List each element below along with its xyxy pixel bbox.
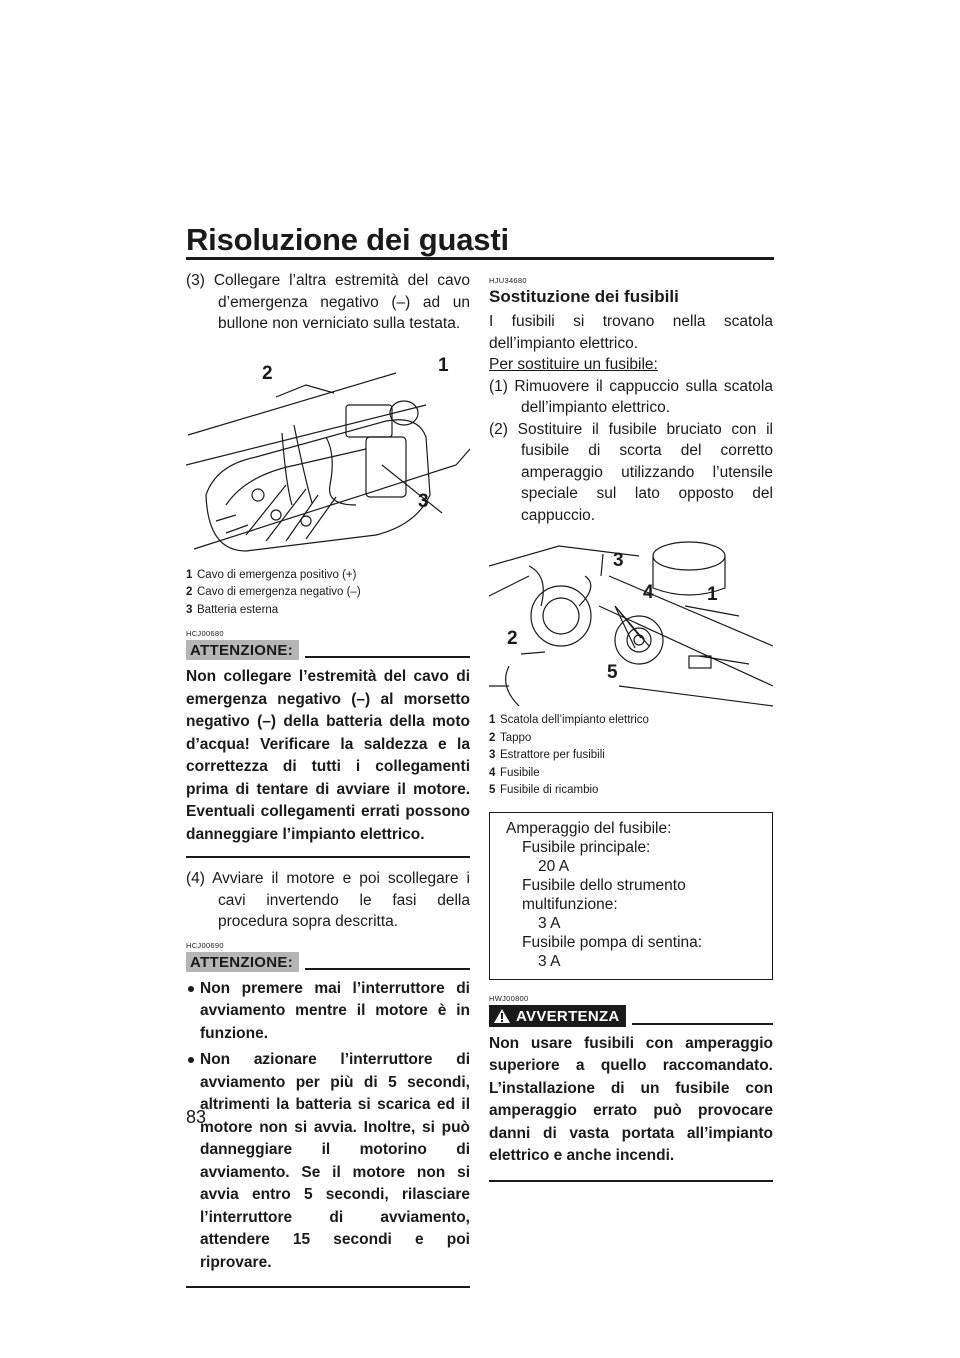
callout-5: 5 [607,662,618,683]
fuse-box-illustration [489,536,773,708]
caution-2-header [186,952,470,972]
right-column [489,272,773,1182]
legend-item: 3 Batteria esterna [186,603,279,616]
caution-1-code: HCJ00680 [186,629,224,638]
step-2: (2) Sostituire il fusibile bruciato con il fusibile di scorta del corretto amperaggio utilizzando l’utensile speciale sul lato opposto del cappuccio. [489,420,773,524]
callout-1: 1 [707,584,718,605]
caution-2-bullet: Non azionare l’interruttore di avviamento per più di 5 secondi, altrimenti la batteria si scarica ed il motore non si avvia. Inoltre, si può danneggiare il motorino di avviamento. Se il motore non si avvia entro 5 secondi, rilasciare l’interruttore di avviamento, attendere 15 secondi e poi riprovare. [186,1049,470,1274]
step-3: (3) Collegare l’altra estremità del cavo d’emergenza negativo (–) ad un bullone non verniciato sulla testata. [186,272,470,332]
caution-badge: ATTENZIONE: [186,640,299,660]
legend-item: 3 Estrattore per fusibili [489,749,605,761]
figure-2-legend [489,712,773,800]
figure-jump-start-cables [186,345,470,563]
legend-item: 4 Fusibile [489,766,540,779]
warning-text: Non usare fusibili con amperaggio superiore a quello raccomandato. L’installazione di un fusibile con amperaggio errato può provocare danni di vasta portata all’impianto elettrico e anche incendi. [489,1034,773,1164]
warning-label: AVVERTENZA [516,1007,620,1025]
warning-triangle-icon [493,1008,511,1024]
legend-item: 1 Cavo di emergenza positivo (+) [186,568,357,581]
fuse-name: Fusibile principale: [522,838,651,856]
fuse-value: 3 A [538,914,561,932]
legend-item: 1 Scatola dell’impianto elettrico [489,714,649,726]
callout-4: 4 [643,582,654,603]
caution-badge: ATTENZIONE: [186,952,299,972]
page-number: 83 [186,1107,207,1127]
callout-3: 3 [418,490,429,512]
caution-2-code: HCJ00690 [186,940,224,950]
warning-badge [489,1005,626,1027]
fuse-value: 20 A [538,857,570,875]
fuse-name: Fusibile dello strumento multifunzione: [522,876,686,913]
callout-1: 1 [438,354,449,376]
section-title: Sostituzione dei fusibili [489,287,679,306]
caution-1-header [186,640,470,660]
figure-1-legend [186,567,470,620]
caution-1-text: Non collegare l’estremità del cavo di emergenza negativo (–) al morsetto negativo (–) della batteria della moto d’acqua! Verificare la saldezza e la correttezza di tutti i collegamenti prima di tentare di avviare il motore. Eventuali collegamenti errati possono danneggiare l’impianto elettrico. [186,668,470,843]
page-title: Risoluzione dei guasti [186,222,509,257]
warning-code: HWJ00800 [489,993,529,1003]
warning-header [489,1005,773,1027]
fuse-value: 3 A [538,952,561,970]
fuse-name: Fusibile pompa di sentina: [522,933,703,951]
engine-illustration [186,345,470,563]
step-1: (1) Rimuovere il cappuccio sulla scatola dell’impianto elettrico. [489,377,773,416]
left-column [186,270,470,1288]
callout-2: 2 [507,628,518,649]
callout-2: 2 [262,362,273,384]
legend-item: 5 Fusibile di ricambio [489,784,599,796]
figure-fuse-box [489,536,773,708]
caution-2-bullet: Non premere mai l’interruttore di avviamento mentre il motore è in funzione. [186,978,470,1046]
fuse-rating-box [489,812,773,980]
section-subhead: Per sostituire un fusibile: [489,356,658,373]
section-code: HJU34680 [489,276,527,285]
step-4: (4) Avviare il motore e poi scollegare i cavi invertendo le fasi della procedura sopra descritta. [186,870,470,930]
fuse-box-heading: Amperaggio del fusibile: [506,819,672,837]
legend-item: 2 Cavo di emergenza negativo (–) [186,586,361,598]
section-intro: I fusibili si trovano nella scatola dell’impianto elettrico. [489,313,773,352]
legend-item: 2 Tappo [489,731,532,744]
callout-3: 3 [613,550,624,571]
title-rule [186,257,774,260]
